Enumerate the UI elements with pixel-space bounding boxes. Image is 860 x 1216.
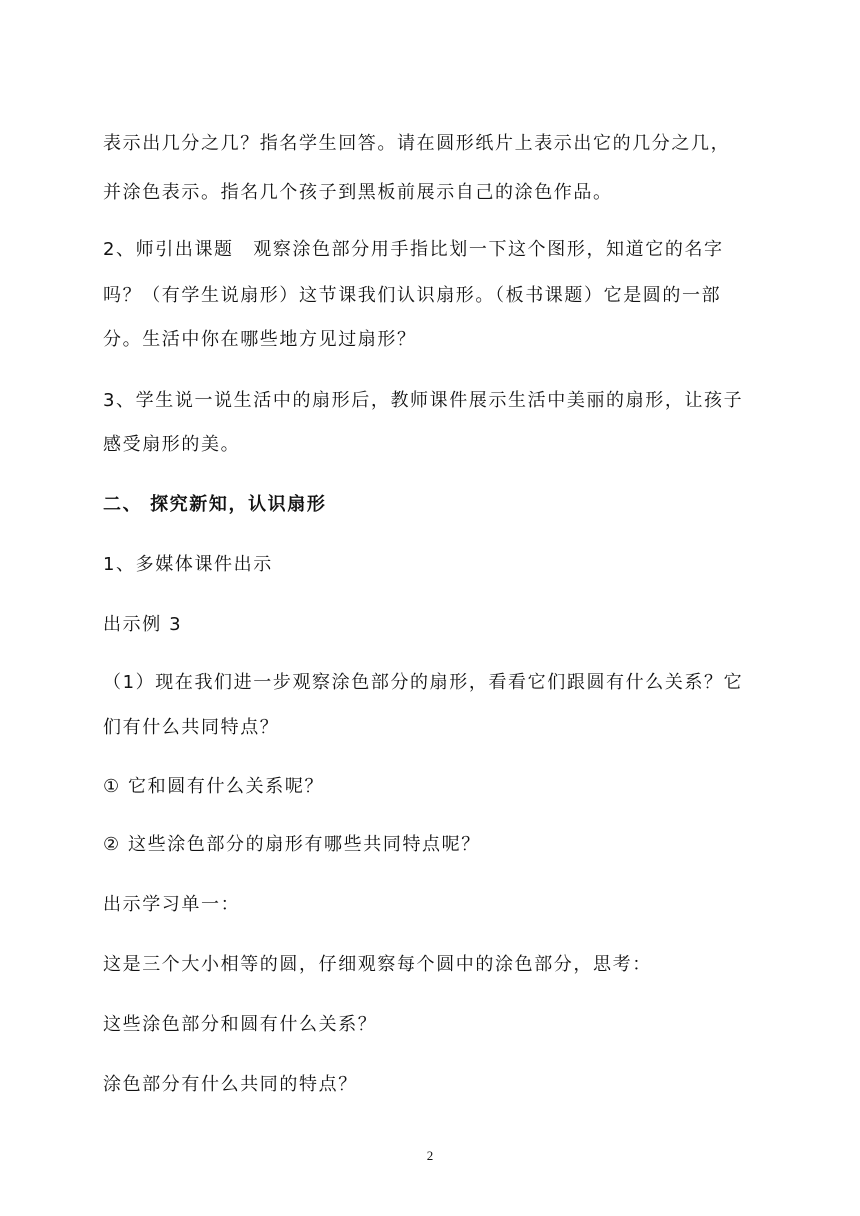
text-line-15: 出示学习单一： [103, 894, 241, 915]
text-line-11: （1）现在我们进一步观察涂色部分的扇形，看看它们跟圆有什么关系？它 [103, 672, 744, 693]
section-heading: 二、 探究新知，认识扇形 [103, 494, 327, 515]
text-line-6: 3、学生说一说生活中的扇形后，教师课件展示生活中美丽的扇形，让孩子 [103, 390, 744, 411]
text-line-3: 2、师引出课题 观察涂色部分用手指比划一下这个图形，知道它的名字 [103, 239, 724, 260]
text-line-16: 这是三个大小相等的圆，仔细观察每个圆中的涂色部分，思考： [103, 954, 652, 975]
text-line-7: 感受扇形的美。 [103, 434, 241, 455]
text-line-18: 涂色部分有什么共同的特点？ [103, 1074, 358, 1095]
text-line-4: 吗？（有学生说扇形）这节课我们认识扇形。（板书课题）它是圆的一部 [103, 285, 722, 306]
text-line-2: 并涂色表示。指名几个孩子到黑板前展示自己的涂色作品。 [103, 182, 613, 203]
text-line-1: 表示出几分之几？指名学生回答。请在圆形纸片上表示出它的几分之几， [103, 133, 731, 154]
text-line-14: ② 这些涂色部分的扇形有哪些共同特点呢？ [103, 834, 481, 855]
text-line-12: 们有什么共同特点？ [103, 717, 280, 738]
text-line-13: ① 它和圆有什么关系呢？ [103, 776, 325, 797]
text-line-9: 1、多媒体课件出示 [103, 554, 273, 575]
page-number: 2 [426, 1148, 434, 1163]
text-line-10: 出示例 3 [103, 614, 183, 635]
text-line-5: 分。生活中你在哪些地方见过扇形？ [103, 329, 417, 350]
text-line-17: 这些涂色部分和圆有什么关系？ [103, 1014, 378, 1035]
